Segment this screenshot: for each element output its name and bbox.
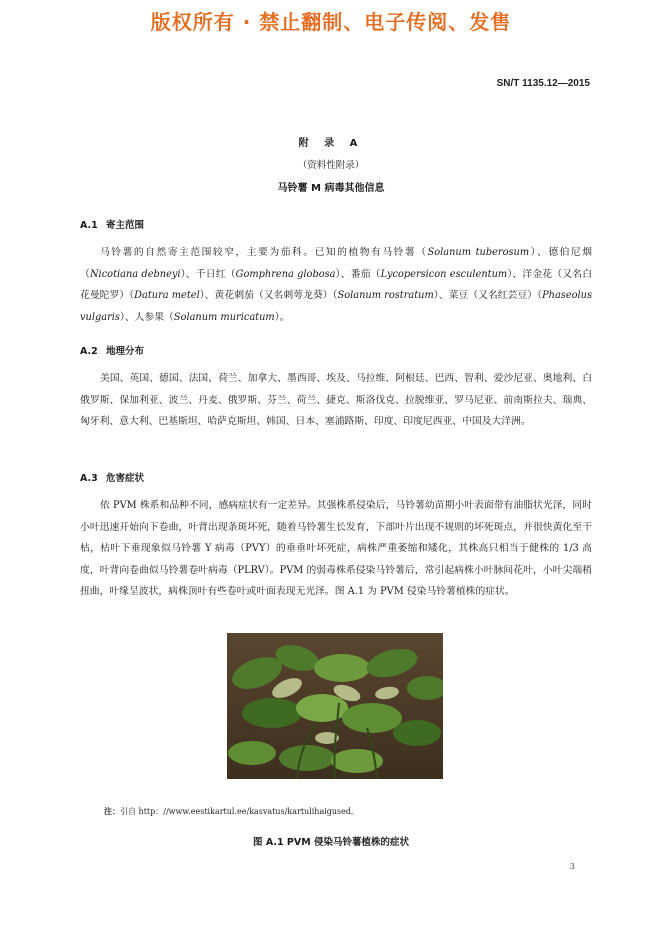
section-title: 危害症状 xyxy=(106,473,145,484)
figure-caption: 图 A.1 PVM 侵染马铃薯植株的症状 xyxy=(253,837,409,848)
host-range-paragraph xyxy=(80,242,592,328)
section-number: A.1 xyxy=(80,220,98,231)
annex-heading xyxy=(0,134,662,194)
text-run: ）、人参果（ xyxy=(119,311,174,323)
annex-subtitle: （资料性附录） xyxy=(297,160,365,171)
section-title: 地理分布 xyxy=(106,346,145,357)
note-label: 注： xyxy=(104,807,120,816)
text-run: ）、番茄（ xyxy=(335,268,381,280)
text-run: ）。 xyxy=(274,311,290,323)
text-run: ）、菜豆（又名红芸豆）（ xyxy=(433,290,543,301)
copyright-watermark: 版权所有 · 禁止翻制、电子传阅、发售 xyxy=(150,10,512,34)
annex-title: 附 录 A xyxy=(298,138,364,149)
potato-plant-photo xyxy=(227,633,443,779)
latin-name: Gomphrena globosa xyxy=(235,268,336,280)
text-run: ）、德伯尼烟（ xyxy=(80,247,592,280)
page-number: 3 xyxy=(569,862,575,871)
note-source: 引自 http：//www.eestikartul.ee/kasvatus/kartulihaigused。 xyxy=(120,807,360,816)
latin-name: Nicotiana debneyi xyxy=(89,268,181,280)
latin-name: Lycopersicon esculentum xyxy=(380,268,508,280)
section-heading-host-range xyxy=(80,217,144,231)
section-number: A.3 xyxy=(80,473,98,484)
annex-name: 马铃薯 M 病毒其他信息 xyxy=(277,183,385,194)
text-run: 马铃薯的自然寄主范围较窄，主要为茄科。已知的植物有马铃薯（ xyxy=(100,247,428,258)
text-run: ）、千日红（ xyxy=(180,268,236,280)
standard-code: SN/T 1135.12—2015 xyxy=(496,78,590,89)
latin-name: Solanum tuberosum xyxy=(427,247,530,258)
latin-name: Phaseolus vulgaris xyxy=(80,290,592,323)
latin-name: Datura metel xyxy=(134,290,200,301)
section-heading-symptoms xyxy=(80,470,144,484)
section-number: A.2 xyxy=(80,346,98,357)
section-heading-distribution xyxy=(80,343,144,357)
latin-name: Solanum muricatum xyxy=(173,311,275,323)
text-run: ）、黄花刺茄（又名刺萼龙葵）（ xyxy=(199,290,338,301)
section-title: 寄主范围 xyxy=(106,220,145,231)
symptoms-paragraph: 依 PVM 株系和品种不同，感病症状有一定差异。其强株系侵染后，马铃薯幼苗期小叶表面带有油脂状光泽，同时小叶迅速开始向下卷曲，叶背出现条斑坏死，随着马铃薯生长发育，下部叶片出现不规则的坏死斑点，并很快黄化至干枯，枯叶下垂现象似马铃薯 Y 病毒（PVY）的垂垂叶坏死症，病株严重萎缩和矮化，其株高只相当于健株的 1/3 高度，叶背向卷曲似马铃薯卷叶病毒（PLRV）。PVM 的弱毒株系侵染马铃薯后，常引起病株小叶脉间花叶，小叶尖端稍扭曲，叶缘呈波状，病株顶叶有些卷叶或叶面表现无光泽。图 A.1 为 PVM 侵染马铃薯植株的症状。 xyxy=(80,500,592,597)
latin-name: Solanum rostratum xyxy=(337,290,434,301)
distribution-paragraph: 美国、英国、德国、法国、荷兰、加拿大、墨西哥、埃及、马拉维、阿根廷、巴西、智利、爱沙尼亚、奥地利、白俄罗斯、保加利亚、波兰、丹麦、俄罗斯、芬兰、荷兰、捷克、斯洛伐克、拉脱维亚、罗马尼亚、前南斯拉夫、瑞典、匈牙利、意大利、巴基斯坦、哈萨克斯坦、韩国、日本、塞浦路斯、印度、印度尼西亚、中国及大洋洲。 xyxy=(80,373,592,427)
text-run: ）、洋金花（又名白花曼陀罗）（ xyxy=(80,268,592,301)
figure-note xyxy=(104,806,359,817)
